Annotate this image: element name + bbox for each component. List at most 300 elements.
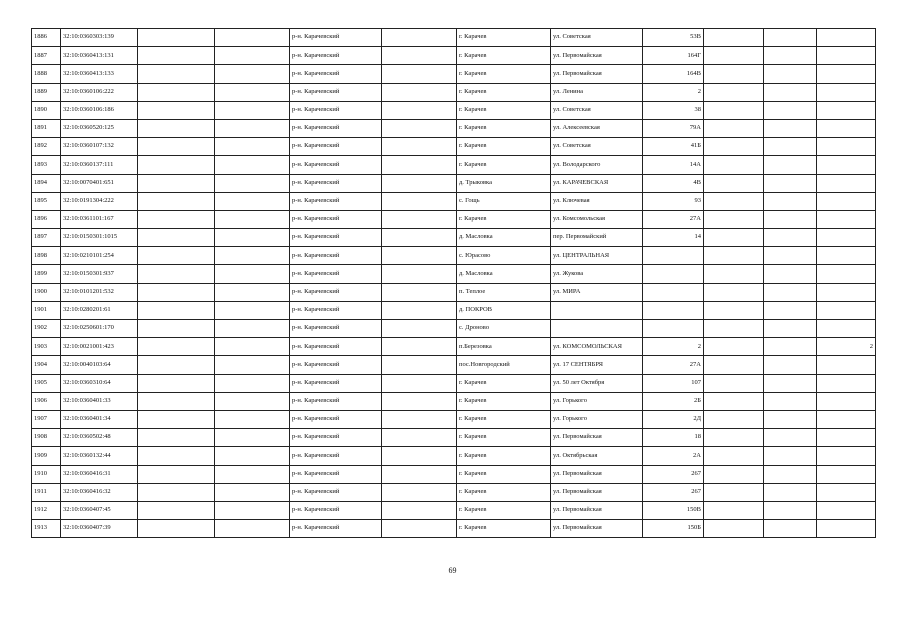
table-row bbox=[32, 247, 876, 265]
blank-cell bbox=[138, 501, 215, 519]
blank-cell bbox=[382, 101, 457, 119]
blank-cell bbox=[764, 283, 817, 301]
blank-cell bbox=[764, 101, 817, 119]
locality-cell: г. Карачев bbox=[457, 156, 551, 174]
table-row bbox=[32, 119, 876, 137]
house-number-cell: 164Г bbox=[643, 47, 704, 65]
blank-cell bbox=[215, 210, 290, 228]
row-number-cell: 1897 bbox=[32, 229, 61, 247]
blank-cell bbox=[764, 119, 817, 137]
table-row bbox=[32, 447, 876, 465]
locality-cell: г. Карачев bbox=[457, 501, 551, 519]
extra-value-cell bbox=[817, 210, 876, 228]
row-number-cell: 1904 bbox=[32, 356, 61, 374]
cadastral-number-cell: 32:10:0360401:34 bbox=[61, 410, 138, 428]
table-row bbox=[32, 374, 876, 392]
blank-cell bbox=[764, 392, 817, 410]
row-number-cell: 1901 bbox=[32, 301, 61, 319]
row-number-cell: 1894 bbox=[32, 174, 61, 192]
district-cell: р-н. Карачевский bbox=[290, 47, 382, 65]
blank-cell bbox=[382, 29, 457, 47]
cadastral-number-cell: 32:10:0360401:33 bbox=[61, 392, 138, 410]
extra-value-cell bbox=[817, 320, 876, 338]
row-number-cell: 1910 bbox=[32, 465, 61, 483]
table-row bbox=[32, 65, 876, 83]
blank-cell bbox=[215, 192, 290, 210]
blank-cell bbox=[138, 229, 215, 247]
cadastral-number-cell: 32:10:0360303:139 bbox=[61, 29, 138, 47]
locality-cell: г. Карачев bbox=[457, 65, 551, 83]
blank-cell bbox=[215, 520, 290, 538]
blank-cell bbox=[704, 210, 764, 228]
blank-cell bbox=[704, 229, 764, 247]
locality-cell: д. ПОКРОВ bbox=[457, 301, 551, 319]
extra-value-cell bbox=[817, 447, 876, 465]
street-cell: ул. 50 лет Октября bbox=[551, 374, 643, 392]
extra-value-cell bbox=[817, 465, 876, 483]
house-number-cell: 2Д bbox=[643, 410, 704, 428]
district-cell: р-н. Карачевский bbox=[290, 138, 382, 156]
blank-cell bbox=[138, 283, 215, 301]
locality-cell: п. Теплое bbox=[457, 283, 551, 301]
row-number-cell: 1895 bbox=[32, 192, 61, 210]
district-cell: р-н. Карачевский bbox=[290, 247, 382, 265]
cadastral-number-cell: 32:10:0361101:167 bbox=[61, 210, 138, 228]
blank-cell bbox=[382, 210, 457, 228]
blank-cell bbox=[764, 483, 817, 501]
blank-cell bbox=[382, 465, 457, 483]
extra-value-cell bbox=[817, 392, 876, 410]
blank-cell bbox=[764, 374, 817, 392]
row-number-cell: 1896 bbox=[32, 210, 61, 228]
blank-cell bbox=[704, 301, 764, 319]
district-cell: р-н. Карачевский bbox=[290, 192, 382, 210]
blank-cell bbox=[138, 47, 215, 65]
table-row bbox=[32, 301, 876, 319]
house-number-cell: 27А bbox=[643, 210, 704, 228]
table-row bbox=[32, 83, 876, 101]
locality-cell: г. Карачев bbox=[457, 47, 551, 65]
house-number-cell: 2 bbox=[643, 338, 704, 356]
row-number-cell: 1902 bbox=[32, 320, 61, 338]
cadastral-number-cell: 32:10:0360520:125 bbox=[61, 119, 138, 137]
street-cell: ул. Горького bbox=[551, 410, 643, 428]
blank-cell bbox=[382, 447, 457, 465]
extra-value-cell bbox=[817, 429, 876, 447]
blank-cell bbox=[215, 410, 290, 428]
street-cell: ул. Первомайская bbox=[551, 465, 643, 483]
house-number-cell: 53В bbox=[643, 29, 704, 47]
blank-cell bbox=[138, 265, 215, 283]
extra-value-cell: 2 bbox=[817, 338, 876, 356]
extra-value-cell bbox=[817, 247, 876, 265]
table-row bbox=[32, 501, 876, 519]
blank-cell bbox=[704, 247, 764, 265]
blank-cell bbox=[138, 356, 215, 374]
extra-value-cell bbox=[817, 101, 876, 119]
table-row bbox=[32, 174, 876, 192]
district-cell: р-н. Карачевский bbox=[290, 320, 382, 338]
locality-cell: пос.Новгородский bbox=[457, 356, 551, 374]
row-number-cell: 1888 bbox=[32, 65, 61, 83]
blank-cell bbox=[764, 501, 817, 519]
blank-cell bbox=[704, 156, 764, 174]
row-number-cell: 1908 bbox=[32, 429, 61, 447]
cadastral-number-cell: 32:10:0360106:222 bbox=[61, 83, 138, 101]
blank-cell bbox=[138, 119, 215, 137]
extra-value-cell bbox=[817, 410, 876, 428]
blank-cell bbox=[215, 119, 290, 137]
blank-cell bbox=[215, 301, 290, 319]
street-cell: ул. Первомайская bbox=[551, 520, 643, 538]
table-row bbox=[32, 138, 876, 156]
district-cell: р-н. Карачевский bbox=[290, 229, 382, 247]
locality-cell: г. Карачев bbox=[457, 119, 551, 137]
blank-cell bbox=[382, 374, 457, 392]
table-row bbox=[32, 265, 876, 283]
cadastral-number-cell: 32:10:0360502:48 bbox=[61, 429, 138, 447]
blank-cell bbox=[704, 483, 764, 501]
locality-cell: г. Карачев bbox=[457, 29, 551, 47]
extra-value-cell bbox=[817, 520, 876, 538]
extra-value-cell bbox=[817, 301, 876, 319]
blank-cell bbox=[138, 483, 215, 501]
blank-cell bbox=[138, 29, 215, 47]
blank-cell bbox=[382, 301, 457, 319]
blank-cell bbox=[138, 174, 215, 192]
blank-cell bbox=[764, 156, 817, 174]
extra-value-cell bbox=[817, 501, 876, 519]
cadastral-number-cell: 32:10:0191304:222 bbox=[61, 192, 138, 210]
blank-cell bbox=[138, 447, 215, 465]
extra-value-cell bbox=[817, 47, 876, 65]
cadastral-number-cell: 32:10:0360132:44 bbox=[61, 447, 138, 465]
house-number-cell: 93 bbox=[643, 192, 704, 210]
house-number-cell: 41Б bbox=[643, 138, 704, 156]
blank-cell bbox=[215, 247, 290, 265]
table-row bbox=[32, 47, 876, 65]
blank-cell bbox=[215, 483, 290, 501]
cadastral-number-cell: 32:10:0101201:532 bbox=[61, 283, 138, 301]
blank-cell bbox=[215, 265, 290, 283]
house-number-cell: 27А bbox=[643, 356, 704, 374]
extra-value-cell bbox=[817, 265, 876, 283]
street-cell: ул. Первомайская bbox=[551, 501, 643, 519]
blank-cell bbox=[704, 338, 764, 356]
row-number-cell: 1909 bbox=[32, 447, 61, 465]
district-cell: р-н. Карачевский bbox=[290, 374, 382, 392]
blank-cell bbox=[215, 156, 290, 174]
street-cell: ул. КОМСОМОЛЬСКАЯ bbox=[551, 338, 643, 356]
blank-cell bbox=[764, 210, 817, 228]
street-cell: пер. Первомайский bbox=[551, 229, 643, 247]
table-row bbox=[32, 320, 876, 338]
house-number-cell: 14 bbox=[643, 229, 704, 247]
blank-cell bbox=[215, 338, 290, 356]
street-cell: ул. Советская bbox=[551, 101, 643, 119]
blank-cell bbox=[382, 156, 457, 174]
district-cell: р-н. Карачевский bbox=[290, 210, 382, 228]
extra-value-cell bbox=[817, 192, 876, 210]
row-number-cell: 1887 bbox=[32, 47, 61, 65]
house-number-cell: 267 bbox=[643, 465, 704, 483]
blank-cell bbox=[704, 356, 764, 374]
extra-value-cell bbox=[817, 156, 876, 174]
district-cell: р-н. Карачевский bbox=[290, 356, 382, 374]
house-number-cell: 150Б bbox=[643, 520, 704, 538]
blank-cell bbox=[704, 320, 764, 338]
blank-cell bbox=[704, 447, 764, 465]
extra-value-cell bbox=[817, 138, 876, 156]
cadastral-number-cell: 32:10:0150301:937 bbox=[61, 265, 138, 283]
row-number-cell: 1890 bbox=[32, 101, 61, 119]
registry-table-body bbox=[32, 29, 876, 538]
row-number-cell: 1889 bbox=[32, 83, 61, 101]
house-number-cell: 267 bbox=[643, 483, 704, 501]
registry-table bbox=[31, 28, 876, 538]
street-cell: ул. 17 СЕНТЯБРЯ bbox=[551, 356, 643, 374]
table-row bbox=[32, 29, 876, 47]
blank-cell bbox=[764, 138, 817, 156]
district-cell: р-н. Карачевский bbox=[290, 29, 382, 47]
blank-cell bbox=[704, 520, 764, 538]
row-number-cell: 1907 bbox=[32, 410, 61, 428]
blank-cell bbox=[382, 283, 457, 301]
blank-cell bbox=[382, 247, 457, 265]
blank-cell bbox=[764, 301, 817, 319]
blank-cell bbox=[138, 247, 215, 265]
row-number-cell: 1886 bbox=[32, 29, 61, 47]
row-number-cell: 1893 bbox=[32, 156, 61, 174]
blank-cell bbox=[138, 210, 215, 228]
blank-cell bbox=[764, 465, 817, 483]
blank-cell bbox=[382, 174, 457, 192]
blank-cell bbox=[764, 320, 817, 338]
cadastral-number-cell: 32:10:0360416:31 bbox=[61, 465, 138, 483]
blank-cell bbox=[382, 65, 457, 83]
district-cell: р-н. Карачевский bbox=[290, 265, 382, 283]
street-cell: ул. Алексеевская bbox=[551, 119, 643, 137]
blank-cell bbox=[138, 65, 215, 83]
district-cell: р-н. Карачевский bbox=[290, 101, 382, 119]
locality-cell: г. Карачев bbox=[457, 410, 551, 428]
district-cell: р-н. Карачевский bbox=[290, 520, 382, 538]
locality-cell: г. Карачев bbox=[457, 465, 551, 483]
row-number-cell: 1911 bbox=[32, 483, 61, 501]
blank-cell bbox=[382, 320, 457, 338]
blank-cell bbox=[138, 410, 215, 428]
street-cell: ул. Советская bbox=[551, 29, 643, 47]
blank-cell bbox=[215, 283, 290, 301]
blank-cell bbox=[704, 65, 764, 83]
house-number-cell bbox=[643, 265, 704, 283]
street-cell: ул. Ключевая bbox=[551, 192, 643, 210]
blank-cell bbox=[215, 229, 290, 247]
house-number-cell: 164В bbox=[643, 65, 704, 83]
blank-cell bbox=[704, 47, 764, 65]
street-cell: ул. Советская bbox=[551, 138, 643, 156]
page-number: 69 bbox=[448, 566, 457, 575]
district-cell: р-н. Карачевский bbox=[290, 429, 382, 447]
row-number-cell: 1906 bbox=[32, 392, 61, 410]
blank-cell bbox=[215, 429, 290, 447]
row-number-cell: 1903 bbox=[32, 338, 61, 356]
blank-cell bbox=[382, 192, 457, 210]
blank-cell bbox=[704, 429, 764, 447]
row-number-cell: 1905 bbox=[32, 374, 61, 392]
street-cell: ул. ЦЕНТРАЛЬНАЯ bbox=[551, 247, 643, 265]
district-cell: р-н. Карачевский bbox=[290, 83, 382, 101]
blank-cell bbox=[382, 410, 457, 428]
extra-value-cell bbox=[817, 374, 876, 392]
extra-value-cell bbox=[817, 119, 876, 137]
district-cell: р-н. Карачевский bbox=[290, 410, 382, 428]
blank-cell bbox=[704, 374, 764, 392]
blank-cell bbox=[382, 83, 457, 101]
table-row bbox=[32, 156, 876, 174]
blank-cell bbox=[764, 429, 817, 447]
blank-cell bbox=[138, 301, 215, 319]
blank-cell bbox=[704, 29, 764, 47]
cadastral-number-cell: 32:10:0360107:132 bbox=[61, 138, 138, 156]
blank-cell bbox=[382, 501, 457, 519]
cadastral-number-cell: 32:10:0360407:45 bbox=[61, 501, 138, 519]
row-number-cell: 1892 bbox=[32, 138, 61, 156]
street-cell: ул. Первомайская bbox=[551, 65, 643, 83]
blank-cell bbox=[215, 138, 290, 156]
street-cell: ул. Октябрьская bbox=[551, 447, 643, 465]
locality-cell: г. Карачев bbox=[457, 210, 551, 228]
extra-value-cell bbox=[817, 483, 876, 501]
locality-cell: г. Карачев bbox=[457, 392, 551, 410]
cadastral-number-cell: 32:10:0210101:254 bbox=[61, 247, 138, 265]
blank-cell bbox=[138, 192, 215, 210]
blank-cell bbox=[764, 265, 817, 283]
extra-value-cell bbox=[817, 283, 876, 301]
locality-cell: г. Карачев bbox=[457, 447, 551, 465]
street-cell: ул. Комсомольская bbox=[551, 210, 643, 228]
table-row bbox=[32, 520, 876, 538]
cadastral-number-cell: 32:10:0360137:111 bbox=[61, 156, 138, 174]
blank-cell bbox=[382, 429, 457, 447]
blank-cell bbox=[764, 447, 817, 465]
blank-cell bbox=[382, 138, 457, 156]
extra-value-cell bbox=[817, 29, 876, 47]
blank-cell bbox=[138, 392, 215, 410]
table-row bbox=[32, 101, 876, 119]
extra-value-cell bbox=[817, 83, 876, 101]
locality-cell: г. Карачев bbox=[457, 483, 551, 501]
blank-cell bbox=[215, 465, 290, 483]
blank-cell bbox=[764, 247, 817, 265]
blank-cell bbox=[138, 83, 215, 101]
blank-cell bbox=[704, 101, 764, 119]
house-number-cell: 2А bbox=[643, 447, 704, 465]
cadastral-number-cell: 32:10:0360310:64 bbox=[61, 374, 138, 392]
table-row bbox=[32, 429, 876, 447]
row-number-cell: 1898 bbox=[32, 247, 61, 265]
blank-cell bbox=[215, 83, 290, 101]
blank-cell bbox=[215, 174, 290, 192]
table-row bbox=[32, 210, 876, 228]
blank-cell bbox=[215, 501, 290, 519]
table-row bbox=[32, 283, 876, 301]
blank-cell bbox=[382, 119, 457, 137]
locality-cell: д. Трыковка bbox=[457, 174, 551, 192]
blank-cell bbox=[215, 374, 290, 392]
district-cell: р-н. Карачевский bbox=[290, 338, 382, 356]
blank-cell bbox=[138, 520, 215, 538]
house-number-cell bbox=[643, 247, 704, 265]
blank-cell bbox=[215, 65, 290, 83]
blank-cell bbox=[764, 174, 817, 192]
district-cell: р-н. Карачевский bbox=[290, 301, 382, 319]
blank-cell bbox=[704, 138, 764, 156]
blank-cell bbox=[764, 29, 817, 47]
blank-cell bbox=[138, 320, 215, 338]
blank-cell bbox=[704, 192, 764, 210]
district-cell: р-н. Карачевский bbox=[290, 447, 382, 465]
blank-cell bbox=[138, 429, 215, 447]
blank-cell bbox=[764, 356, 817, 374]
cadastral-number-cell: 32:10:0360106:186 bbox=[61, 101, 138, 119]
extra-value-cell bbox=[817, 229, 876, 247]
blank-cell bbox=[764, 410, 817, 428]
house-number-cell: 150В bbox=[643, 501, 704, 519]
blank-cell bbox=[382, 356, 457, 374]
house-number-cell: 14А bbox=[643, 156, 704, 174]
blank-cell bbox=[764, 83, 817, 101]
row-number-cell: 1899 bbox=[32, 265, 61, 283]
district-cell: р-н. Карачевский bbox=[290, 156, 382, 174]
blank-cell bbox=[138, 156, 215, 174]
district-cell: р-н. Карачевский bbox=[290, 283, 382, 301]
blank-cell bbox=[382, 47, 457, 65]
blank-cell bbox=[704, 501, 764, 519]
house-number-cell: 79А bbox=[643, 119, 704, 137]
table-row bbox=[32, 192, 876, 210]
blank-cell bbox=[704, 83, 764, 101]
district-cell: р-н. Карачевский bbox=[290, 65, 382, 83]
table-row bbox=[32, 229, 876, 247]
table-row bbox=[32, 338, 876, 356]
locality-cell: г. Карачев bbox=[457, 429, 551, 447]
table-row bbox=[32, 410, 876, 428]
blank-cell bbox=[382, 338, 457, 356]
street-cell: ул. Первомайская bbox=[551, 47, 643, 65]
blank-cell bbox=[704, 410, 764, 428]
blank-cell bbox=[138, 138, 215, 156]
locality-cell: д. Масловка bbox=[457, 229, 551, 247]
table-row bbox=[32, 465, 876, 483]
locality-cell: д. Масловка bbox=[457, 265, 551, 283]
house-number-cell: 2Б bbox=[643, 392, 704, 410]
locality-cell: с. Дроново bbox=[457, 320, 551, 338]
blank-cell bbox=[764, 65, 817, 83]
street-cell: ул. Володарского bbox=[551, 156, 643, 174]
locality-cell: с. Юрасово bbox=[457, 247, 551, 265]
row-number-cell: 1912 bbox=[32, 501, 61, 519]
extra-value-cell bbox=[817, 174, 876, 192]
house-number-cell bbox=[643, 301, 704, 319]
district-cell: р-н. Карачевский bbox=[290, 483, 382, 501]
blank-cell bbox=[215, 320, 290, 338]
locality-cell: г. Карачев bbox=[457, 83, 551, 101]
street-cell: ул. Первомайская bbox=[551, 483, 643, 501]
house-number-cell: 107 bbox=[643, 374, 704, 392]
blank-cell bbox=[138, 338, 215, 356]
blank-cell bbox=[138, 374, 215, 392]
